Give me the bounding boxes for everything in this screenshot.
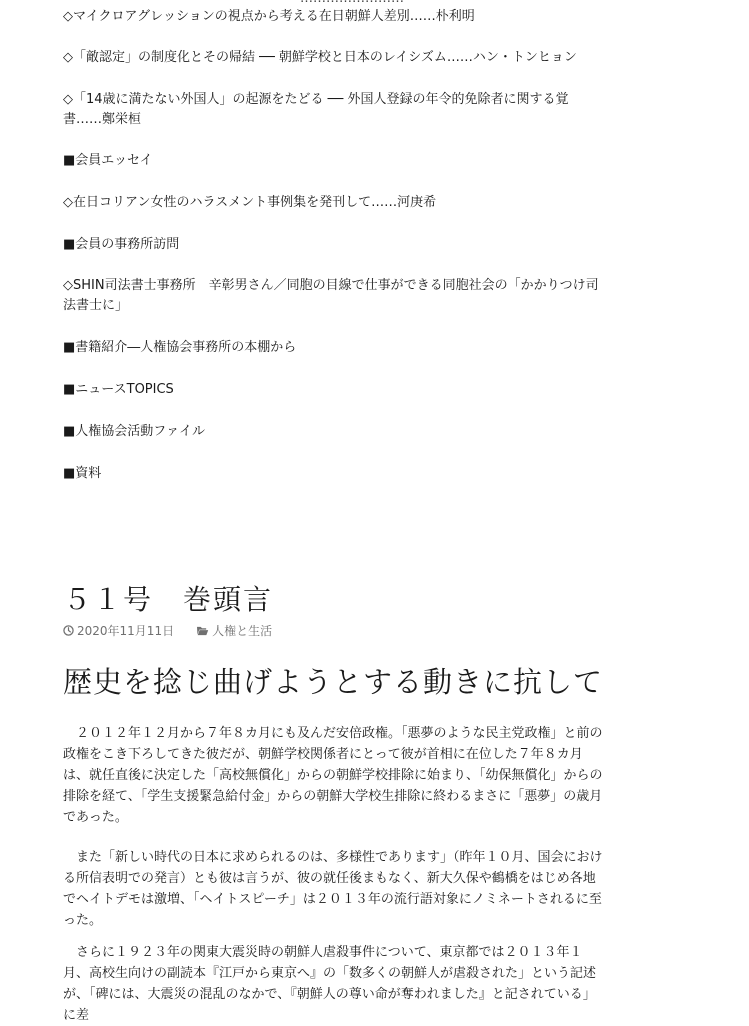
post-meta (63, 622, 272, 639)
toc-item: ◇「敵認定」の制度化とその帰結 ── 朝鮮学校と日本のレイシズム……ハン・トンヒョン (63, 50, 577, 65)
toc-section-heading: ■書籍紹介―人権協会事務所の本棚から (63, 340, 297, 355)
toc-section-heading: ■資料 (63, 466, 102, 481)
entry-heading: 歴史を捻じ曲げようとする動きに抗して (63, 665, 604, 699)
toc-item: ◇マイクロアグレッションの視点から考える在日朝鮮人差別……朴利明 (63, 9, 475, 24)
post-category-link[interactable] (196, 622, 272, 639)
toc-item: ◇在日コリアン女性のハラスメント事例集を発刊して……河庚希 (63, 195, 437, 210)
post-date-link[interactable] (63, 622, 174, 639)
toc-section-heading: ■人権協会活動ファイル (63, 424, 206, 439)
body-paragraph: ２０１２年１２月から７年８カ月にも及んだ安倍政権。「悪夢のような民主党政権」と前の政権をこき下ろしてきた彼だが、朝鮮学校関係者にとって彼が首相に在位した７年８カ月は、就任直後に決定した「高校無償化」からの朝鮮学校排除に始まり、「幼保無償化」からの排除を経て、「学生支援緊急給付金」からの朝鮮大学校生排除に終わるまさに「悪夢」の歳月であった。 (63, 726, 603, 825)
toc-item: ◇SHIN司法書士事務所 辛彰男さん／同胞の目線で仕事ができる同胞社会の「かかりつけ司法書士に」 (63, 278, 599, 313)
cut-off-text (300, 0, 404, 6)
toc-item: ◇「14歳に満たない外国人」の起源をたどる ── 外国人登録の年令的免除者に関する覚書……鄭栄桓 (63, 92, 569, 127)
post-title-link[interactable]: ５１号 巻頭言 (63, 583, 274, 616)
toc-section-heading: ■会員エッセイ (63, 153, 153, 168)
toc-section-heading: ■ニュースTOPICS (63, 382, 174, 397)
folder-open-icon (196, 625, 209, 636)
body-paragraph: また「新しい時代の日本に求められるのは、多様性であります」（昨年１０月、国会における所信表明での発言）とも彼は言うが、彼の就任後まもなく、新大久保や鶴橋をはじめ各地でヘイトデモは激増、「ヘイトスピーチ」は２０１３年の流行語対象にノミネートされるに至った。 (63, 850, 603, 928)
post-date: 2020年11月11日 (77, 624, 175, 638)
body-paragraph: さらに１９２３年の関東大震災時の朝鮮人虐殺事件について、東京都では２０１３年１月、高校生向けの副読本『江戸から東京へ』の「数多くの朝鮮人が虐殺された」という記述が、「碑には、大震災の混乱のなかで、『朝鮮人の尊い命が奪われました』と記されている」に差 (63, 945, 597, 1023)
post-category: 人権と生活 (212, 624, 273, 638)
clock-icon (63, 625, 74, 636)
toc-section-heading: ■会員の事務所訪問 (63, 237, 180, 252)
